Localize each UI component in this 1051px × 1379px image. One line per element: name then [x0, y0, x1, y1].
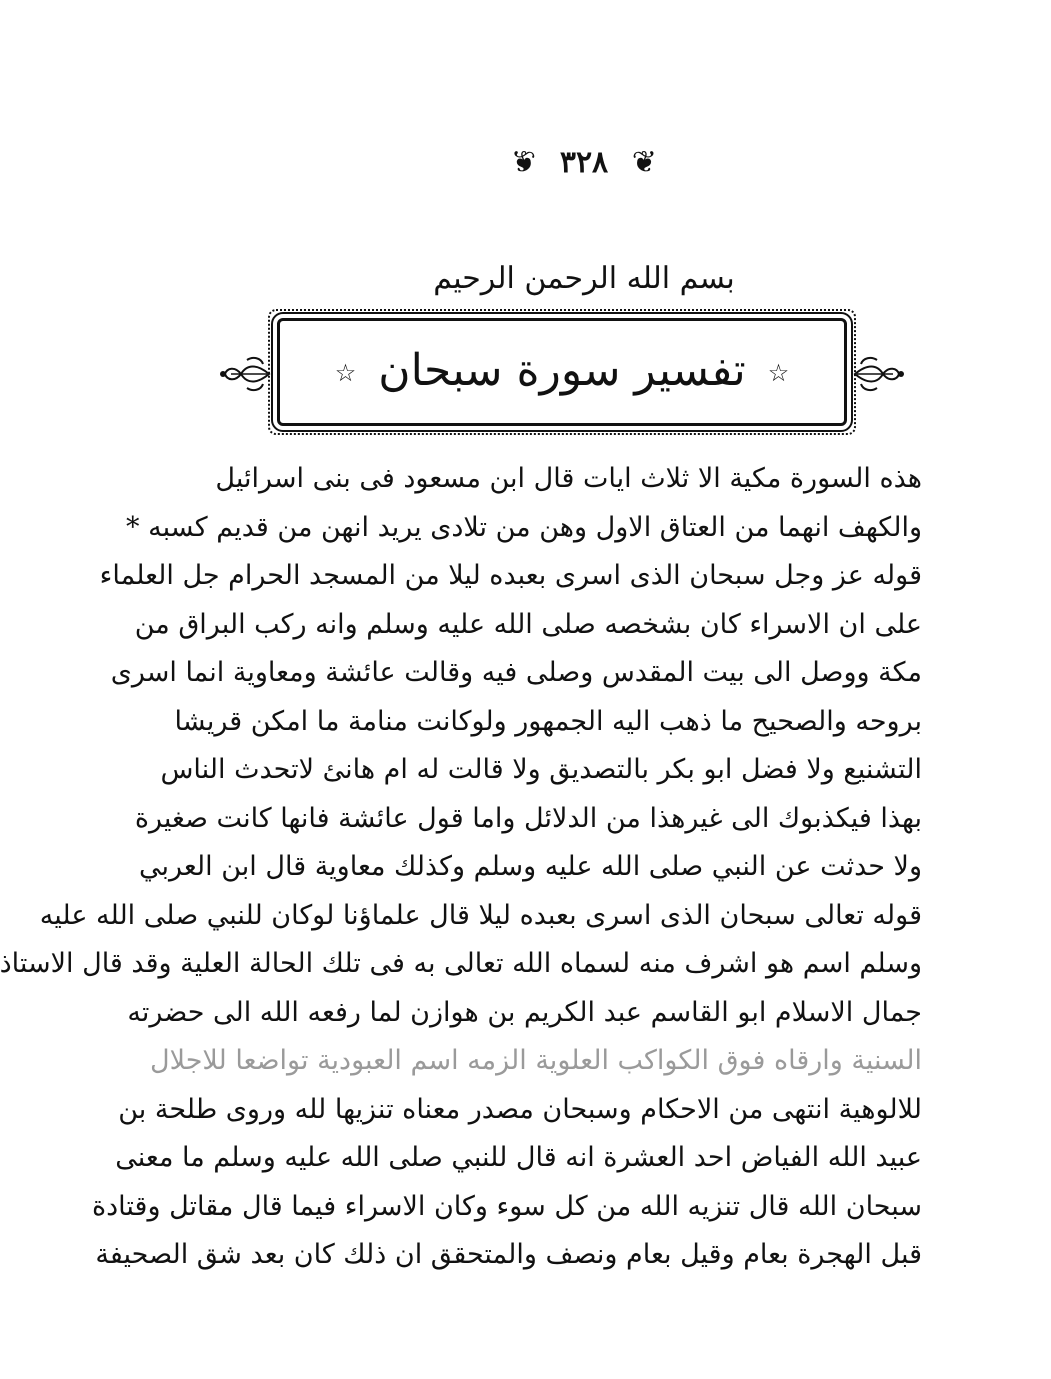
star-icon: ☆ [334, 359, 357, 388]
surah-title-text: تفسير سورة سبحان [378, 344, 746, 396]
text-line: عبيد الله الفياض احد العشرة انه قال للنبي صلى الله عليه وسلم ما معنى [115, 1142, 922, 1173]
text-line: للالوهية انتهى من الاحكام وسبحان مصدر معناه تنزيها لله وروى طلحة بن [118, 1093, 922, 1125]
text-line: وسلم اسم هو اشرف منه لسماه الله تعالى به فى تلك الحالة العلية وقد قال الاستاذ [0, 948, 922, 979]
surah-title [313, 341, 811, 404]
text-line: قوله تعالى سبحان الذى اسرى بعبده ليلا قال علماؤنا لوكان للنبي صلى الله عليه [39, 899, 922, 931]
text-line: بروحه والصحيح ما ذهب اليه الجمهور ولوكانت منامة ما امكن قريشا [174, 705, 922, 737]
text-line: سبحان الله قال تنزيه الله من كل سوء وكان الاسراء فيما قال مقاتل وقتادة [92, 1190, 922, 1222]
text-line: مكة ووصل الى بيت المقدس وصلى فيه وقالت عائشة ومعاوية انما اسرى [110, 657, 922, 688]
text-line: هذه السورة مكية الا ثلاث ايات قال ابن مسعود فى بنى اسرائيل [215, 463, 922, 494]
text-line: ولا حدثت عن النبي صلى الله عليه وسلم وكذلك معاوية قال ابن العربي [138, 851, 922, 882]
text-line: جمال الاسلام ابو القاسم عبد الكريم بن هوازن لما رفعه الله الى حضرته [127, 996, 922, 1028]
text-line: التشنيع ولا فضل ابو بكر بالتصديق ولا قالت له ام هانئ لاتحدث الناس [160, 754, 922, 785]
star-icon: ☆ [767, 359, 790, 388]
text-line: قوله عز وجل سبحان الذى اسرى بعبده ليلا من المسجد الحرام جل العلماء [99, 560, 922, 591]
right-fleuron-icon: ❦ [511, 145, 537, 180]
text-line: على ان الاسراء كان بشخصه صلى الله عليه وسلم وانه ركب البراق من [134, 608, 922, 640]
page-number: ٣٢٨ [559, 145, 609, 180]
basmala: بسم الله الرحمن الرحيم [433, 261, 735, 296]
text-line: بهذا فيكذبوك الى غيرهذا من الدلائل واما قول عائشة فانها كانت صغيرة [134, 802, 922, 834]
left-scroll-ornament-icon [217, 346, 273, 402]
text-line-faded: السنية وارقاه فوق الكواكب العلوية الزمه اسم العبودية تواضعا للاجلال [150, 1045, 922, 1076]
surah-title-frame [277, 318, 847, 426]
page-number-header [117, 140, 1051, 185]
text-line: قبل الهجرة بعام وقيل بعام ونصف والمتحقق ان ذلك كان بعد شق الصحيفة [95, 1239, 922, 1270]
body-text [0, 455, 922, 1280]
right-scroll-ornament-icon [851, 346, 907, 402]
text-line: والكهف انهما من العتاق الاول وهن من تلادى يريد انهن من قديم كسبه * [126, 511, 922, 543]
left-fleuron-icon: ❦ [631, 145, 657, 180]
